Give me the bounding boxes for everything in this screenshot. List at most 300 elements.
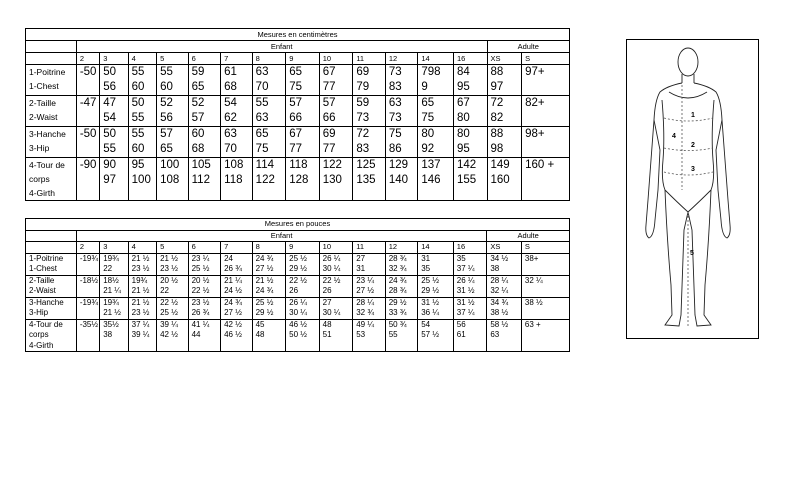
measurement-value: 31 bbox=[421, 253, 431, 263]
measurement-value: 77 bbox=[322, 143, 336, 155]
measurement-cell bbox=[385, 253, 418, 275]
measurement-cell bbox=[128, 96, 156, 127]
measurement-value: 77 bbox=[322, 81, 336, 93]
size-header-cell: S bbox=[522, 53, 570, 65]
measurement-value: 63 bbox=[255, 66, 269, 78]
measurement-value: 54 bbox=[224, 97, 237, 109]
measurement-cell bbox=[319, 253, 353, 275]
measurement-cell bbox=[252, 297, 286, 319]
measurement-value: -50 bbox=[79, 128, 97, 140]
measurement-value: 21 ½ bbox=[255, 275, 274, 285]
measurement-cell bbox=[286, 96, 320, 127]
size-header-cell: 4 bbox=[128, 53, 156, 65]
measurement-value: 23 ½ bbox=[131, 308, 150, 317]
measurement-value: 24 bbox=[224, 253, 234, 263]
measurement-value: 23 ¼ bbox=[356, 275, 374, 285]
measurement-value: 38 ½ bbox=[524, 297, 543, 307]
measurement-value: 23 ½ bbox=[191, 297, 210, 307]
measurement-value: 160 + bbox=[525, 159, 555, 171]
measurement-value: 21 ½ bbox=[131, 286, 150, 295]
measurement-value: 34 ½ bbox=[490, 253, 509, 263]
measurement-value: 21 ½ bbox=[160, 253, 178, 263]
measurement-value: 38 bbox=[103, 330, 113, 339]
blank-cell bbox=[26, 53, 77, 65]
measurement-value: 95 bbox=[131, 159, 145, 171]
measurement-value: 48 bbox=[255, 330, 265, 339]
measurement-cell bbox=[157, 275, 189, 297]
measurement-value: 73 bbox=[388, 66, 402, 78]
measurement-value: 114 bbox=[255, 159, 275, 171]
measurement-value: 65 bbox=[255, 128, 269, 140]
body-measurement-figure bbox=[626, 39, 759, 339]
size-header-cell: 10 bbox=[319, 242, 353, 254]
measurement-cell bbox=[521, 319, 569, 352]
size-header-cell: 14 bbox=[418, 242, 454, 254]
measurement-cell bbox=[385, 158, 418, 201]
measurement-value: 21 ½ bbox=[103, 308, 121, 317]
measurement-value: 18½ bbox=[103, 275, 119, 285]
measure-label-4: 4 bbox=[672, 133, 676, 140]
row-label bbox=[26, 275, 77, 297]
measurement-value: 50 bbox=[103, 128, 116, 140]
row-label-line: 4-Tour de bbox=[29, 319, 63, 329]
measurement-cell bbox=[128, 65, 156, 96]
measurement-value: 29 ½ bbox=[421, 286, 440, 295]
measurement-value: 142 bbox=[456, 159, 477, 171]
size-header-cell: 4 bbox=[128, 242, 156, 254]
row-label bbox=[26, 297, 77, 319]
measurement-value: 108 bbox=[224, 159, 244, 171]
measurement-value: 29 ½ bbox=[388, 297, 407, 307]
measurement-value: 22 bbox=[103, 264, 113, 273]
measurement-cell bbox=[157, 319, 189, 352]
measurement-cell bbox=[252, 158, 286, 201]
measurement-value: 26 ¾ bbox=[191, 308, 210, 317]
measurement-value: 129 bbox=[388, 159, 409, 171]
size-header-cell: 9 bbox=[286, 53, 320, 65]
size-header-row bbox=[26, 242, 570, 254]
size-header-cell: 3 bbox=[100, 53, 128, 65]
measurement-value: 23 ½ bbox=[160, 264, 178, 273]
measurement-value: 80 bbox=[456, 112, 470, 124]
measurement-value: 39 ¼ bbox=[160, 319, 178, 329]
measurement-value: 38 ½ bbox=[490, 308, 509, 317]
measurement-value: 75 bbox=[255, 143, 269, 155]
measurement-cell bbox=[100, 158, 128, 201]
measurement-cell bbox=[319, 275, 353, 297]
measure-label-3: 3 bbox=[691, 166, 695, 173]
measurement-value: 66 bbox=[289, 112, 303, 124]
measurement-cell bbox=[353, 275, 386, 297]
measurement-value: 98+ bbox=[525, 128, 545, 140]
measurement-cell bbox=[353, 127, 386, 158]
measurement-value: 20 ½ bbox=[191, 275, 210, 285]
measurement-value: -19¾ bbox=[79, 253, 99, 263]
measurement-value: 125 bbox=[356, 159, 376, 171]
measurement-value: 63 bbox=[388, 97, 402, 109]
measurement-cell bbox=[418, 65, 454, 96]
measurement-value: 50 bbox=[103, 66, 116, 78]
measurement-value: 25 ½ bbox=[255, 297, 274, 307]
measurement-cell bbox=[487, 275, 522, 297]
measurement-cell bbox=[286, 158, 320, 201]
measurement-value: 75 bbox=[421, 112, 435, 124]
measurement-value: 140 bbox=[388, 174, 409, 186]
measurement-cell bbox=[221, 96, 253, 127]
measurement-cell bbox=[385, 297, 418, 319]
measurement-value: 24 ¾ bbox=[388, 275, 407, 285]
measurement-cell bbox=[128, 319, 156, 352]
measurement-value: 50 ½ bbox=[289, 330, 307, 339]
measurement-cell bbox=[319, 127, 353, 158]
blank-cell bbox=[26, 242, 77, 254]
measurement-value: 22 ½ bbox=[160, 297, 178, 307]
measurement-value: 38+ bbox=[524, 253, 539, 263]
row-label-line: 1-Chest bbox=[29, 81, 59, 91]
measurement-value: 128 bbox=[289, 174, 309, 186]
row-label-line: corps bbox=[29, 174, 50, 184]
measurement-value: -47 bbox=[79, 97, 97, 109]
measurement-value: 27 ½ bbox=[356, 286, 374, 295]
measurement-value: 69 bbox=[356, 66, 370, 78]
measurement-value: 28 ¾ bbox=[388, 286, 407, 295]
measurement-value: 48 bbox=[322, 319, 332, 329]
row-label-line: 3-Hip bbox=[29, 308, 49, 317]
row-label-line: corps bbox=[29, 330, 49, 339]
measurement-value: 69 bbox=[322, 128, 336, 140]
measurement-value: 50 ¾ bbox=[388, 319, 407, 329]
measurement-value: 21 ¼ bbox=[224, 275, 242, 285]
measurement-cell bbox=[418, 96, 454, 127]
measurement-cell bbox=[100, 297, 128, 319]
measurement-value: 55 bbox=[160, 66, 173, 78]
measurement-cell bbox=[353, 158, 386, 201]
measurement-value: 65 bbox=[160, 143, 173, 155]
measurement-cell bbox=[453, 319, 487, 352]
measurement-cell bbox=[100, 319, 128, 352]
row-label-line: 3-Hanche bbox=[29, 297, 64, 307]
measurement-value: 25 ½ bbox=[289, 253, 307, 263]
size-header-cell: 11 bbox=[353, 53, 386, 65]
row-label bbox=[26, 96, 77, 127]
measurement-cell bbox=[487, 158, 522, 201]
table-title: Mesures en centimètres bbox=[26, 29, 570, 41]
measurement-cell bbox=[100, 65, 128, 96]
measurement-cell bbox=[385, 65, 418, 96]
measurement-cell bbox=[418, 253, 454, 275]
measurement-value: 32 ¾ bbox=[356, 308, 374, 317]
measurement-cell bbox=[157, 127, 189, 158]
measurement-value: 160 bbox=[490, 174, 510, 186]
measurement-value: 98 bbox=[490, 143, 504, 155]
group-header-child: Enfant bbox=[76, 41, 487, 53]
row-label-line: 4-Tour de bbox=[29, 160, 65, 170]
measurement-value: 100 bbox=[160, 159, 180, 171]
measurement-value: 60 bbox=[191, 128, 205, 140]
measurement-cell bbox=[76, 127, 99, 158]
measurement-value: 19¾ bbox=[103, 253, 119, 263]
measurement-cell bbox=[188, 127, 221, 158]
measurement-cell bbox=[418, 275, 454, 297]
row-label bbox=[26, 158, 77, 201]
measurement-value: 65 bbox=[421, 97, 435, 109]
measurement-value: 59 bbox=[191, 66, 205, 78]
cm-size-table bbox=[25, 28, 570, 201]
measurement-value: 72 bbox=[490, 97, 504, 109]
measurement-cell bbox=[385, 127, 418, 158]
measurement-value: 24 ¾ bbox=[255, 286, 274, 295]
row-label bbox=[26, 65, 77, 96]
measurement-cell bbox=[286, 297, 320, 319]
measurement-value: 54 bbox=[103, 112, 116, 124]
measurement-value: 56 bbox=[160, 112, 173, 124]
measure-label-1: 1 bbox=[691, 112, 695, 119]
measurement-value: 70 bbox=[255, 81, 269, 93]
measurement-cell bbox=[188, 297, 221, 319]
measurement-value: 118 bbox=[289, 159, 308, 171]
measurement-cell bbox=[221, 319, 253, 352]
measurement-cell bbox=[319, 96, 353, 127]
measurement-value: 46 ½ bbox=[289, 319, 307, 329]
table-row bbox=[26, 127, 570, 158]
measurement-cell bbox=[252, 319, 286, 352]
size-header-cell: S bbox=[521, 242, 569, 254]
measurement-value: -18½ bbox=[79, 275, 99, 285]
size-header-cell: XS bbox=[487, 242, 522, 254]
measurement-cell bbox=[453, 297, 487, 319]
measurement-cell bbox=[221, 275, 253, 297]
measurement-cell bbox=[487, 253, 522, 275]
measurement-value: -90 bbox=[79, 159, 97, 171]
measurement-value: 65 bbox=[191, 81, 205, 93]
measurement-value: 21 ½ bbox=[131, 297, 150, 307]
measurement-cell bbox=[157, 253, 189, 275]
measurement-value: 23 ½ bbox=[131, 264, 150, 273]
row-label-line: 3-Hanche bbox=[29, 129, 66, 139]
measurement-cell bbox=[128, 127, 156, 158]
measurement-value: 68 bbox=[224, 81, 237, 93]
measurement-cell bbox=[188, 275, 221, 297]
size-header-cell: 8 bbox=[252, 242, 286, 254]
measurement-cell bbox=[188, 158, 221, 201]
measurement-value: 52 bbox=[191, 97, 205, 109]
size-header-cell: 16 bbox=[453, 53, 487, 65]
measurement-value: 112 bbox=[191, 174, 210, 186]
row-label-line: 1-Poitrine bbox=[29, 253, 64, 263]
measurement-cell bbox=[128, 158, 156, 201]
measurement-value: 29 ½ bbox=[289, 264, 307, 273]
measurement-value: 24 ½ bbox=[224, 286, 242, 295]
row-label-line: 2-Taille bbox=[29, 275, 55, 285]
table-title: Mesures en pouces bbox=[26, 219, 570, 231]
measurement-value: 28 ¾ bbox=[388, 253, 407, 263]
measurement-cell bbox=[418, 158, 454, 201]
measurement-value: 75 bbox=[388, 128, 402, 140]
measurement-value: 798 bbox=[421, 66, 441, 78]
measurement-value: 26 ¼ bbox=[322, 253, 341, 263]
measurement-value: -35½ bbox=[79, 319, 99, 329]
measurement-value: 25 ½ bbox=[421, 275, 440, 285]
table-row bbox=[26, 96, 570, 127]
measurement-value: 23 ¼ bbox=[191, 253, 210, 263]
measurement-cell bbox=[353, 319, 386, 352]
table-row bbox=[26, 297, 570, 319]
measurement-value: 60 bbox=[131, 81, 145, 93]
measurement-value: 60 bbox=[131, 143, 145, 155]
measurement-cell bbox=[221, 297, 253, 319]
measurement-cell bbox=[157, 65, 189, 96]
measurement-value: 28 ¼ bbox=[490, 275, 509, 285]
measurement-cell bbox=[319, 158, 353, 201]
measurement-value: 33 ¾ bbox=[388, 308, 407, 317]
measurement-value: 67 bbox=[289, 128, 303, 140]
measurement-cell bbox=[76, 297, 99, 319]
measurement-cell bbox=[76, 96, 99, 127]
measurement-value: 26 bbox=[289, 286, 299, 295]
measurement-value: 32 ¼ bbox=[490, 286, 509, 295]
measurement-value: 108 bbox=[160, 174, 180, 186]
measurement-cell bbox=[353, 297, 386, 319]
size-header-cell: 7 bbox=[221, 53, 253, 65]
measurement-value: 36 ¼ bbox=[421, 308, 440, 317]
size-header-cell: 2 bbox=[76, 53, 99, 65]
measurement-value: 82 bbox=[490, 112, 504, 124]
measurement-value: 55 bbox=[103, 143, 116, 155]
measurement-value: 59 bbox=[356, 97, 370, 109]
measurement-value: 118 bbox=[224, 174, 243, 186]
measurement-value: 56 bbox=[103, 81, 116, 93]
measurement-value: 34 ¾ bbox=[490, 297, 509, 307]
measurement-value: 67 bbox=[322, 66, 336, 78]
measurement-value: 21 ¼ bbox=[103, 286, 121, 295]
measurement-cell bbox=[319, 65, 353, 96]
measurement-cell bbox=[188, 253, 221, 275]
measurement-value: 27 ½ bbox=[224, 308, 242, 317]
measurement-value: 53 bbox=[356, 330, 366, 339]
measurement-cell bbox=[100, 275, 128, 297]
measurement-cell bbox=[385, 96, 418, 127]
measurement-cell bbox=[522, 158, 570, 201]
measurement-value: -50 bbox=[79, 66, 97, 78]
measurement-cell bbox=[128, 275, 156, 297]
measurement-value: 55 bbox=[131, 112, 145, 124]
measurement-value: 122 bbox=[322, 159, 342, 171]
measurement-value: 20 ½ bbox=[160, 275, 178, 285]
measurement-value: 88 bbox=[490, 128, 504, 140]
measurement-value: 22 bbox=[160, 286, 169, 295]
measurement-cell bbox=[319, 319, 353, 352]
measurement-value: 38 bbox=[490, 264, 500, 273]
measurement-value: 56 bbox=[456, 319, 466, 329]
measurement-cell bbox=[221, 65, 253, 96]
measurement-value: 130 bbox=[322, 174, 342, 186]
measurement-cell bbox=[487, 65, 522, 96]
measurement-cell bbox=[522, 65, 570, 96]
measurement-value: 24 ¾ bbox=[224, 297, 242, 307]
measurement-cell bbox=[221, 253, 253, 275]
measurement-cell bbox=[252, 96, 286, 127]
measurement-value: 37 ¼ bbox=[131, 319, 150, 329]
group-header-adult: Adulte bbox=[487, 41, 570, 53]
measurement-value: 51 bbox=[322, 330, 332, 339]
measurement-value: 47 bbox=[103, 97, 116, 109]
blank-cell bbox=[26, 230, 77, 242]
measurement-value: 80 bbox=[421, 128, 435, 140]
measurement-value: 146 bbox=[421, 174, 441, 186]
measurement-value: 30 ¼ bbox=[289, 308, 307, 317]
measurement-value: 55 bbox=[255, 97, 269, 109]
measurement-value: 68 bbox=[191, 143, 205, 155]
measurement-cell bbox=[128, 297, 156, 319]
size-header-cell: 11 bbox=[353, 242, 386, 254]
measurement-cell bbox=[353, 253, 386, 275]
measurement-cell bbox=[100, 96, 128, 127]
measurement-value: 84 bbox=[456, 66, 470, 78]
measurement-cell bbox=[100, 127, 128, 158]
blank-cell bbox=[26, 41, 77, 53]
measurement-value: 95 bbox=[456, 81, 470, 93]
measurement-value: 57 ½ bbox=[421, 330, 440, 339]
measurement-value: 105 bbox=[191, 159, 211, 171]
measurement-cell bbox=[128, 253, 156, 275]
measurement-value: 57 bbox=[289, 97, 303, 109]
measurement-value: 58 ½ bbox=[490, 319, 509, 329]
measurement-value: 92 bbox=[421, 143, 435, 155]
measurement-cell bbox=[453, 65, 487, 96]
measurement-value: 52 bbox=[160, 97, 173, 109]
measurement-value: 19¾ bbox=[131, 275, 148, 285]
measurement-cell bbox=[418, 127, 454, 158]
measurement-value: 86 bbox=[388, 143, 402, 155]
measurement-value: 57 bbox=[160, 128, 173, 140]
measurement-cell bbox=[521, 253, 569, 275]
measurement-value: 62 bbox=[224, 112, 237, 124]
size-header-cell: 14 bbox=[418, 53, 454, 65]
measurement-cell bbox=[522, 96, 570, 127]
group-header-adult: Adulte bbox=[487, 230, 570, 242]
measurement-value: 63 + bbox=[524, 319, 541, 329]
measurement-cell bbox=[487, 319, 522, 352]
row-label-line: 4-Girth bbox=[29, 340, 54, 350]
measurement-value: 26 bbox=[322, 286, 332, 295]
measurement-value: 61 bbox=[224, 66, 237, 78]
table-row bbox=[26, 65, 570, 96]
measurement-cell bbox=[487, 96, 522, 127]
measurement-value: 37 ¼ bbox=[456, 264, 475, 273]
measurement-cell bbox=[521, 297, 569, 319]
measurement-value: 82+ bbox=[525, 97, 545, 109]
row-label bbox=[26, 253, 77, 275]
measurement-cell bbox=[453, 127, 487, 158]
measurement-value: 31 bbox=[356, 264, 366, 273]
row-label-line: 3-Hip bbox=[29, 143, 50, 153]
measurement-value: 29 ½ bbox=[255, 308, 274, 317]
measurement-cell bbox=[418, 297, 454, 319]
measurement-value: 27 bbox=[356, 253, 366, 263]
size-header-cell: 8 bbox=[252, 53, 286, 65]
measurement-cell bbox=[453, 158, 487, 201]
row-label-line: 2-Waist bbox=[29, 286, 56, 295]
measurement-value: 9 bbox=[421, 81, 428, 93]
measurement-cell bbox=[453, 96, 487, 127]
measurement-cell bbox=[453, 275, 487, 297]
measurement-value: 31 ½ bbox=[421, 297, 440, 307]
measurement-cell bbox=[76, 65, 99, 96]
measurement-cell bbox=[418, 319, 454, 352]
measurement-value: 46 ½ bbox=[224, 330, 242, 339]
measurement-cell bbox=[286, 253, 320, 275]
measurement-value: 60 bbox=[160, 81, 173, 93]
